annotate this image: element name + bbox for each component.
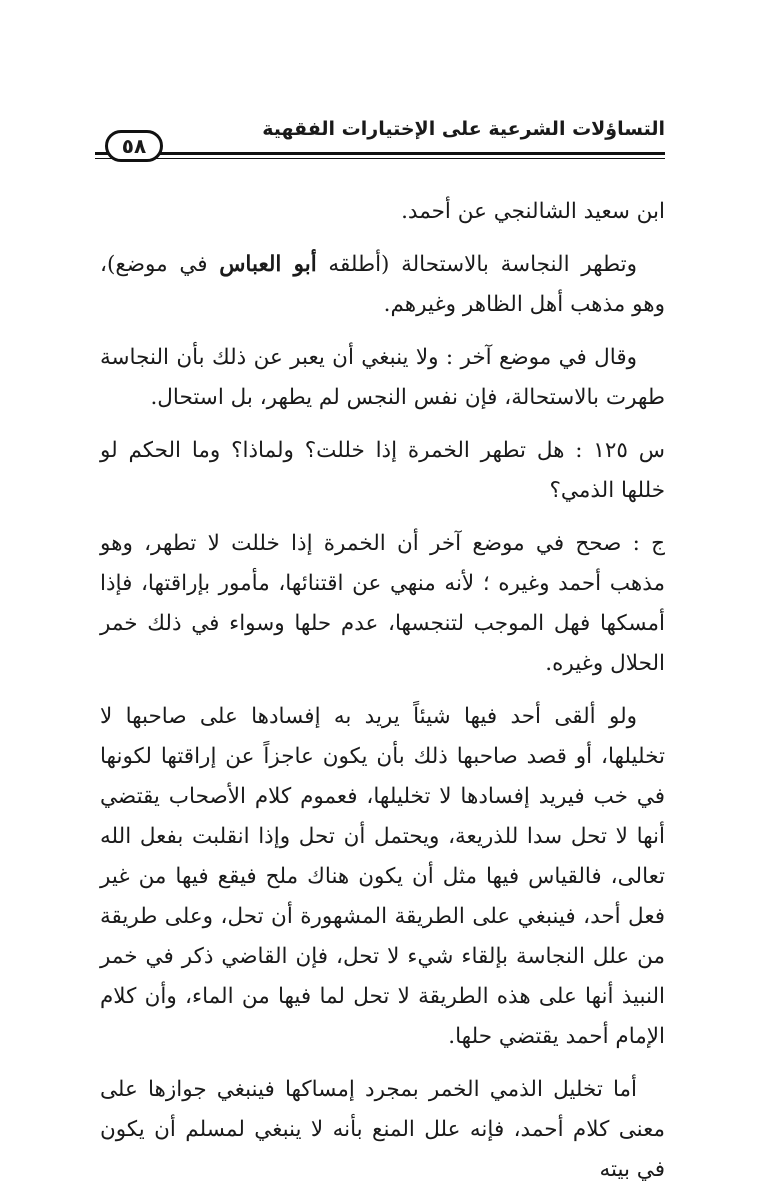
paragraph-6: ولو ألقى أحد فيها شيئاً يريد به إفسادها على صاحبها لا تخليلها، أو قصد صاحبها ذلك بأن يكون عاجزاً عن إراقتها لكونها في خب فيريد إفسادها لا تخليلها، فعموم كلام الأصحاب يقتضي أنها لا تحل سدا للذريعة، ويحتمل أن تحل وإذا انقلبت بفعل الله تعالى، فالقياس فيها مثل أن يكون هناك ملح فيقع فيها من غير فعل أحد، فينبغي على الطريقة المشهورة أن تحل، وعلى طريقة من علل النجاسة بإلقاء شيء لا تحل، فإن القاضي ذكر في خمر النبيذ أنها على هذه الطريقة لا تحل لما فيها من الماء، وأن كلام الإمام أحمد يقتضي حلها. — [100, 704, 665, 1049]
paragraph-2-part-a: وتطهر النجاسة بالاستحالة (أطلقه — [316, 252, 637, 277]
page-header — [95, 112, 665, 162]
running-title: التساؤلات الشرعية على الإختيارات الفقهية — [262, 118, 665, 140]
answer-paragraph: ج : صحح في موضع آخر أن الخمرة إذا خللت لا تطهر، وهو مذهب أحمد وغيره ؛ لأنه منهي عن اقتنائها، مأمور بإراقتها، فإذا أمسكها فهل الموجب لتنجسها، عدم حلها وسواء في ذلك خمر الحلال وغيره. — [100, 531, 665, 676]
header-rule-thin — [95, 158, 665, 159]
paragraph-3: وقال في موضع آخر : ولا ينبغي أن يعبر عن ذلك بأن النجاسة طهرت بالاستحالة، فإن نفس النجس لم يطهر، بل استحال. — [100, 345, 665, 410]
question-125: س ١٢٥ : هل تطهر الخمرة إذا خللت؟ ولماذا؟ وما الحكم لو خللها الذمي؟ — [100, 438, 665, 503]
paragraph-2-bold-name: أبو العباس — [219, 252, 317, 277]
header-rule — [95, 152, 665, 155]
page-body — [100, 192, 665, 1203]
paragraph-2 — [100, 245, 665, 325]
paragraph-7: أما تخليل الذمي الخمر بمجرد إمساكها فينبغي جوازها على معنى كلام أحمد، فإنه علل المنع بأنه لا ينبغي لمسلم أن يكون في بيته — [100, 1077, 665, 1182]
page-number: ٥٨ — [105, 130, 163, 162]
paragraph-2-part-b: في موضع)، وهو مذهب أهل الظاهر وغيرهم. — [100, 252, 665, 317]
paragraph-1: ابن سعيد الشالنجي عن أحمد. — [401, 199, 665, 224]
